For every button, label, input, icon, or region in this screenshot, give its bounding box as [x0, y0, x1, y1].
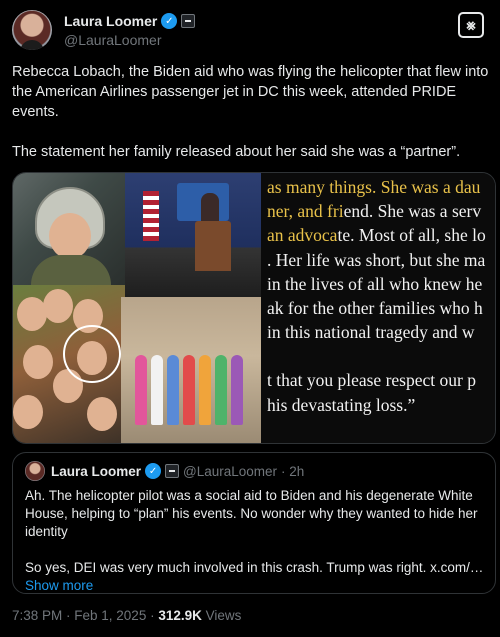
quoted-tweet-time: · 2h	[281, 463, 305, 479]
quoted-affiliation-badge-icon	[165, 464, 179, 478]
quoted-verified-badge-icon: ✓	[145, 463, 161, 479]
quoted-paragraph-1: Ah. The helicopter pilot was a social aid to Biden and his degenerate White House, helping to “plan” his events. No wonder why they wanted to hide her identity	[25, 488, 478, 539]
statement-line-2-highlight: ner, and fri	[267, 201, 344, 222]
quoted-tweet-header	[51, 463, 304, 479]
statement-line-7: in this national tragedy and w	[267, 322, 475, 343]
tweet-media[interactable]	[12, 172, 496, 444]
statement-line-2	[267, 199, 496, 223]
pilot-photo	[13, 173, 125, 285]
statement-line-6: ak for the other families who h	[267, 298, 483, 319]
grok-icon[interactable]: ⨳	[458, 12, 484, 38]
tweet-meta	[12, 608, 241, 623]
highlight-circle	[63, 325, 121, 383]
statement-line-4: . Her life was short, but she ma	[267, 249, 486, 270]
statement-line-2-rest: end. She was a serv	[343, 201, 482, 222]
tweet-paragraph-2: The statement her family released about her said she was a “partner”.	[12, 144, 461, 160]
tweet-text	[12, 62, 492, 162]
views-label: Views	[201, 608, 242, 623]
tweet-paragraph-1: Rebecca Lobach, the Biden aid who was flying the helicopter that flew into the American Airlines passenger jet in DC this week, attended PRIDE events.	[12, 64, 489, 120]
tweet-timestamp[interactable]: 7:38 PM · Feb 1, 2025 ·	[12, 608, 159, 623]
quoted-author-handle: @LauraLoomer	[183, 463, 278, 479]
pride-group-photo	[121, 297, 261, 444]
statement-line-5: in the lives of all who knew he	[267, 273, 483, 294]
statement-line-8: t that you please respect our p	[267, 370, 476, 391]
statement-line-9: his devastating loss.”	[267, 394, 416, 415]
statement-line-3	[267, 223, 496, 247]
verified-badge-icon: ✓	[161, 13, 177, 29]
press-room-photo	[125, 173, 261, 297]
family-statement-image	[261, 173, 496, 444]
author-avatar[interactable]	[12, 10, 52, 50]
affiliation-badge-icon[interactable]	[181, 14, 195, 28]
quoted-author-avatar	[25, 461, 45, 481]
quoted-tweet-card[interactable]	[12, 452, 496, 594]
statement-line-1: as many things. She was a dau	[267, 177, 481, 197]
statement-line-3-highlight: an advoca	[267, 225, 338, 246]
quoted-paragraph-2: So yes, DEI was very much involved in this crash. Trump was right. x.com/…	[25, 560, 484, 575]
quoted-author-name: Laura Loomer	[51, 463, 142, 479]
views-count: 312.9K	[158, 608, 202, 623]
group-selfie-photo	[13, 285, 125, 444]
statement-line-3-rest: te. Most of all, she lo	[337, 225, 486, 246]
quoted-tweet-text	[25, 487, 485, 595]
tweet-header	[12, 10, 488, 54]
show-more-link[interactable]: Show more	[25, 578, 94, 593]
author-name-row[interactable]	[64, 13, 195, 29]
author-handle[interactable]: @LauraLoomer	[64, 32, 162, 48]
author-name[interactable]: Laura Loomer	[64, 13, 158, 29]
